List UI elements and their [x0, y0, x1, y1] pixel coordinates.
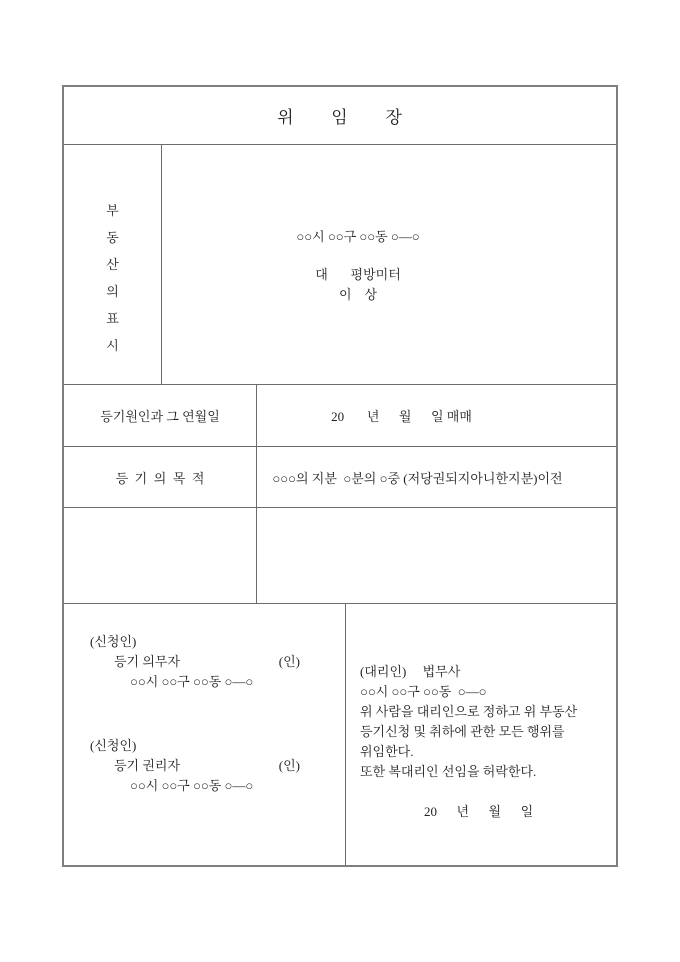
agent-statement-line: 위임한다.: [360, 744, 414, 759]
seal-placeholder: (인): [278, 654, 300, 669]
property-area-line: 대 평방미터: [315, 267, 401, 282]
property-description-content: [162, 145, 616, 384]
parties-row: [64, 604, 616, 865]
vertical-label-char: 시: [106, 337, 119, 353]
applicant-block-obligor: [90, 632, 345, 692]
registration-cause-row: [64, 385, 616, 447]
agent-statement-line: 위 사람을 대리인으로 정하고 위 부동산: [360, 704, 578, 719]
applicant-address: ○○시 ○○구 ○○동 ○—○: [130, 674, 254, 689]
applicant-address: ○○시 ○○구 ○○동 ○—○: [130, 778, 254, 793]
empty-value-cell: [257, 508, 616, 603]
applicant-name: 등기 의무자: [114, 654, 181, 669]
applicant-name: 등기 권리자: [114, 758, 181, 773]
vertical-label-char: 산: [106, 256, 119, 272]
registration-purpose-row: [64, 447, 616, 508]
empty-label-cell: [64, 508, 257, 603]
applicant-name-line: [114, 652, 300, 672]
vertical-label-char: 의: [106, 283, 119, 299]
agent-cell: [346, 604, 616, 865]
agent-statement-line: 또한 복대리인 선임을 허락한다.: [360, 764, 537, 779]
applicant-role-header: (신청인): [90, 634, 137, 649]
vertical-label-char: 부: [106, 202, 119, 218]
registration-purpose-label: 등 기 의 목 적: [64, 447, 257, 507]
agent-statement-line: 등기신청 및 취하에 관한 모든 행위를: [360, 724, 565, 739]
delegation-form-table: [62, 85, 618, 867]
property-description-row: [64, 145, 616, 385]
agent-date-line: 20 년 월 일: [424, 804, 534, 819]
vertical-label-char: 동: [106, 229, 119, 245]
property-description-label: [64, 145, 162, 384]
vertical-label-char: 표: [106, 310, 119, 326]
property-address: ○○시 ○○구 ○○동 ○—○: [296, 229, 420, 244]
agent-address: ○○시 ○○구 ○○동 ○—○: [360, 684, 487, 699]
registration-purpose-value: ○○○의 지분 ○분의 ○중 (저당권되지아니한지분)이전: [272, 470, 563, 486]
applicants-cell: [64, 604, 346, 865]
seal-placeholder: (인): [278, 758, 300, 773]
applicant-block-rightholder: [90, 736, 345, 796]
title-row: [64, 87, 616, 145]
registration-cause-value: 20 년 월 일 매매: [331, 409, 472, 424]
applicant-name-line: [114, 756, 300, 776]
property-end-line: 이 상: [338, 287, 378, 302]
registration-cause-label: 등기원인과 그 연월일: [64, 385, 257, 446]
form-title: 위 임 장: [277, 108, 403, 127]
applicant-role-header: (신청인): [90, 738, 137, 753]
agent-header: (대리인) 법무사: [360, 664, 461, 679]
empty-spare-row: [64, 508, 616, 604]
